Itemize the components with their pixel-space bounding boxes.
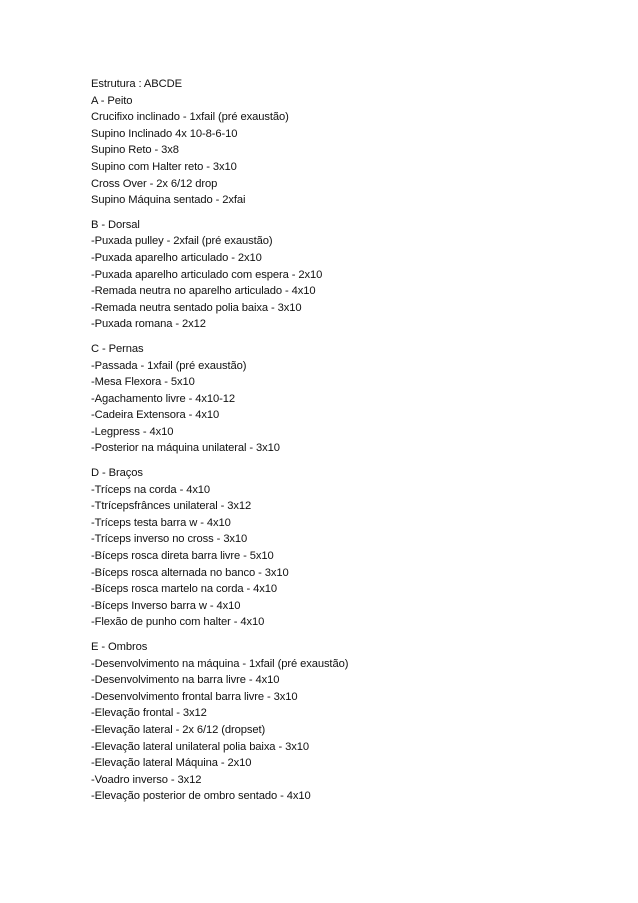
exercise-line: -Desenvolvimento na máquina - 1xfail (pré exaustão): [91, 657, 349, 670]
exercise-line: Crucifixo inclinado - 1xfail (pré exaustão): [91, 111, 289, 124]
structure-line: Estrutura : ABCDE: [91, 78, 182, 90]
exercise-line: -Elevação frontal - 3x12: [91, 707, 207, 720]
exercise-line: Supino com Halter reto - 3x10: [91, 160, 237, 173]
exercise-line: -Cadeira Extensora - 4x10: [91, 409, 220, 422]
exercise-line: -Agachamento livre - 4x10-12: [91, 392, 235, 405]
document-page: [91, 76, 611, 805]
section-b-dorsal: [91, 217, 611, 333]
exercise-line: -Posterior na máquina unilateral - 3x10: [91, 442, 280, 455]
exercise-line: Cross Over - 2x 6/12 drop: [91, 177, 218, 190]
exercise-line: -Tríceps testa barra w - 4x10: [91, 516, 231, 529]
exercise-line: -Flexão de punho com halter - 4x10: [91, 616, 265, 629]
section-e-ombros: [91, 639, 611, 805]
exercise-line: -Passada - 1xfail (pré exaustão): [91, 359, 247, 372]
exercise-line: -Tríceps inverso no cross - 3x10: [91, 533, 248, 546]
exercise-line: -Mesa Flexora - 5x10: [91, 376, 195, 389]
exercise-line: -Puxada pulley - 2xfail (pré exaustão): [91, 235, 273, 248]
exercise-line: Supino Máquina sentado - 2xfai: [91, 194, 246, 207]
exercise-line: -Tríceps na corda - 4x10: [91, 483, 211, 496]
section-heading: D - Braços: [91, 467, 143, 480]
exercise-line: -Elevação lateral unilateral polia baixa - 3x10: [91, 740, 309, 753]
section-c-pernas: [91, 341, 611, 457]
exercise-line: -Elevação posterior de ombro sentado - 4x10: [91, 790, 311, 803]
exercise-line: -Elevação lateral Máquina - 2x10: [91, 757, 252, 770]
exercise-line: -Desenvolvimento frontal barra livre - 3x10: [91, 690, 298, 703]
exercise-line: -Elevação lateral - 2x 6/12 (dropset): [91, 723, 266, 736]
exercise-line: -Remada neutra no aparelho articulado - 4x10: [91, 285, 316, 298]
section-heading: E - Ombros: [91, 641, 148, 653]
exercise-line: -Bíceps rosca direta barra livre - 5x10: [91, 550, 274, 563]
exercise-line: -Bíceps Inverso barra w - 4x10: [91, 599, 241, 612]
exercise-line: -Puxada aparelho articulado - 2x10: [91, 251, 262, 264]
exercise-line: -Bíceps rosca martelo na corda - 4x10: [91, 583, 277, 596]
exercise-line: Supino Inclinado 4x 10-8-6-10: [91, 127, 238, 140]
exercise-line: -Puxada romana - 2x12: [91, 318, 206, 331]
exercise-line: -Puxada aparelho articulado com espera - 2x10: [91, 268, 323, 281]
exercise-line: -Ttrícepsfrânces unilateral - 3x12: [91, 500, 252, 513]
exercise-line: -Voadro inverso - 3x12: [91, 773, 202, 786]
section-heading: A - Peito: [91, 94, 133, 107]
section-d-bracos: [91, 465, 611, 631]
exercise-line: -Remada neutra sentado polia baixa - 3x10: [91, 301, 302, 314]
section-a-peito: [91, 76, 611, 209]
exercise-line: -Bíceps rosca alternada no banco - 3x10: [91, 566, 289, 579]
section-heading: B - Dorsal: [91, 218, 140, 231]
exercise-line: Supino Reto - 3x8: [91, 144, 179, 157]
section-heading: C - Pernas: [91, 342, 144, 355]
exercise-line: -Legpress - 4x10: [91, 425, 174, 438]
exercise-line: -Desenvolvimento na barra livre - 4x10: [91, 674, 280, 687]
